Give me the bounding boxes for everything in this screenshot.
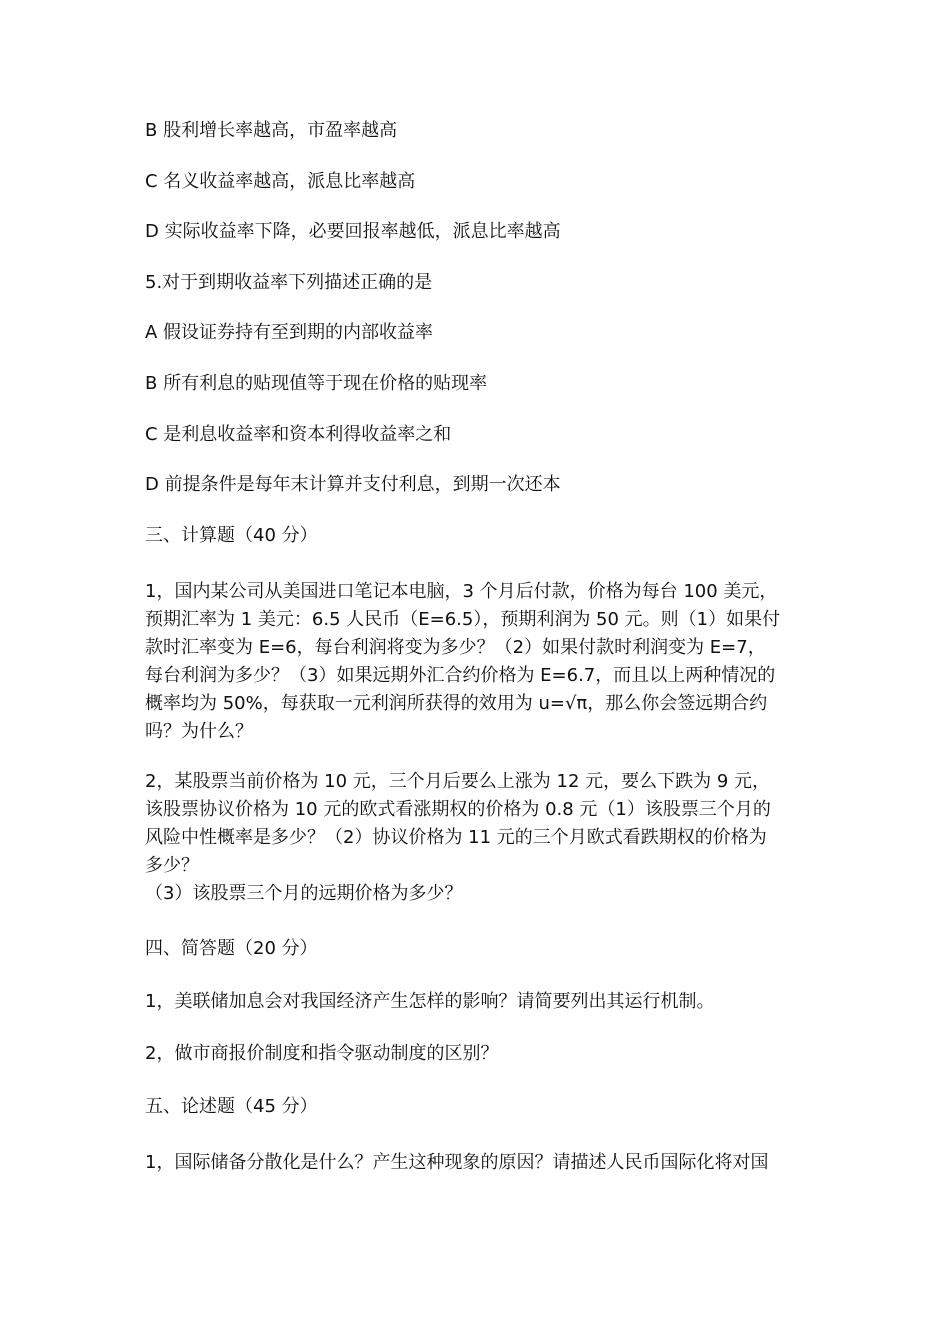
option-b-dividend-growth: B 股利增长率越高，市盈率越高: [145, 120, 398, 141]
calc-q1-line: 款时汇率变为 E=6，每台利润将变为多少？（2）如果付款时利润变为 E=7，: [145, 637, 766, 658]
calc-q1-line: 概率均为 50%，每获取一元利润所获得的效用为 u=√π，那么你会签远期合约: [145, 693, 768, 714]
option-a-irr: A 假设证券持有至到期的内部收益率: [145, 322, 434, 343]
option-c-nominal-yield: C 名义收益率越高，派息比率越高: [145, 171, 416, 192]
calc-question-1: [145, 578, 810, 746]
option-d-annual-interest: D 前提条件是每年末计算并支付利息，到期一次还本: [145, 474, 561, 495]
calc-q1-line: 预期汇率为 1 美元：6.5 人民币（E=6.5），预期利润为 50 元。则（1）如果付: [145, 609, 781, 630]
question-5: 5.对于到期收益率下列描述正确的是: [145, 272, 433, 293]
calc-question-2: [145, 768, 810, 908]
essay-q1: 1，国际储备分散化是什么？产生这种现象的原因？请描述人民币国际化将对国: [145, 1152, 769, 1173]
option-d-real-yield: D 实际收益率下降，必要回报率越低，派息比率越高: [145, 221, 561, 242]
calc-q2-line: 该股票协议价格为 10 元的欧式看涨期权的价格为 0.8 元（1）该股票三个月的: [145, 799, 771, 820]
section-3-heading: 三、计算题（40 分）: [145, 525, 318, 546]
option-b-discount-rate: B 所有利息的贴现值等于现在价格的贴现率: [145, 373, 488, 394]
calc-q2-line: 风险中性概率是多少？（2）协议价格为 11 元的三个月欧式看跌期权的价格为: [145, 827, 767, 848]
short-answer-q2: 2，做市商报价制度和指令驱动制度的区别？: [145, 1043, 499, 1064]
calc-q1-line: 1，国内某公司从美国进口笔记本电脑，3 个月后付款，价格为每台 100 美元，: [145, 581, 778, 602]
calc-q1-line: 吗？为什么？: [145, 721, 253, 742]
option-c-yield-sum: C 是利息收益率和资本利得收益率之和: [145, 424, 452, 445]
short-answer-q1: 1，美联储加息会对我国经济产生怎样的影响？请简要列出其运行机制。: [145, 991, 715, 1012]
section-5-heading: 五、论述题（45 分）: [145, 1096, 318, 1117]
calc-q2-line: （3）该股票三个月的远期价格为多少？: [145, 883, 463, 904]
calc-q1-line: 每台利润为多少？（3）如果远期外汇合约价格为 E=6.7，而且以上两种情况的: [145, 665, 776, 686]
calc-q2-line: 多少？: [145, 855, 199, 876]
calc-q2-line: 2，某股票当前价格为 10 元，三个月后要么上涨为 12 元，要么下跌为 9 元，: [145, 771, 771, 792]
section-4-heading: 四、简答题（20 分）: [145, 938, 318, 959]
